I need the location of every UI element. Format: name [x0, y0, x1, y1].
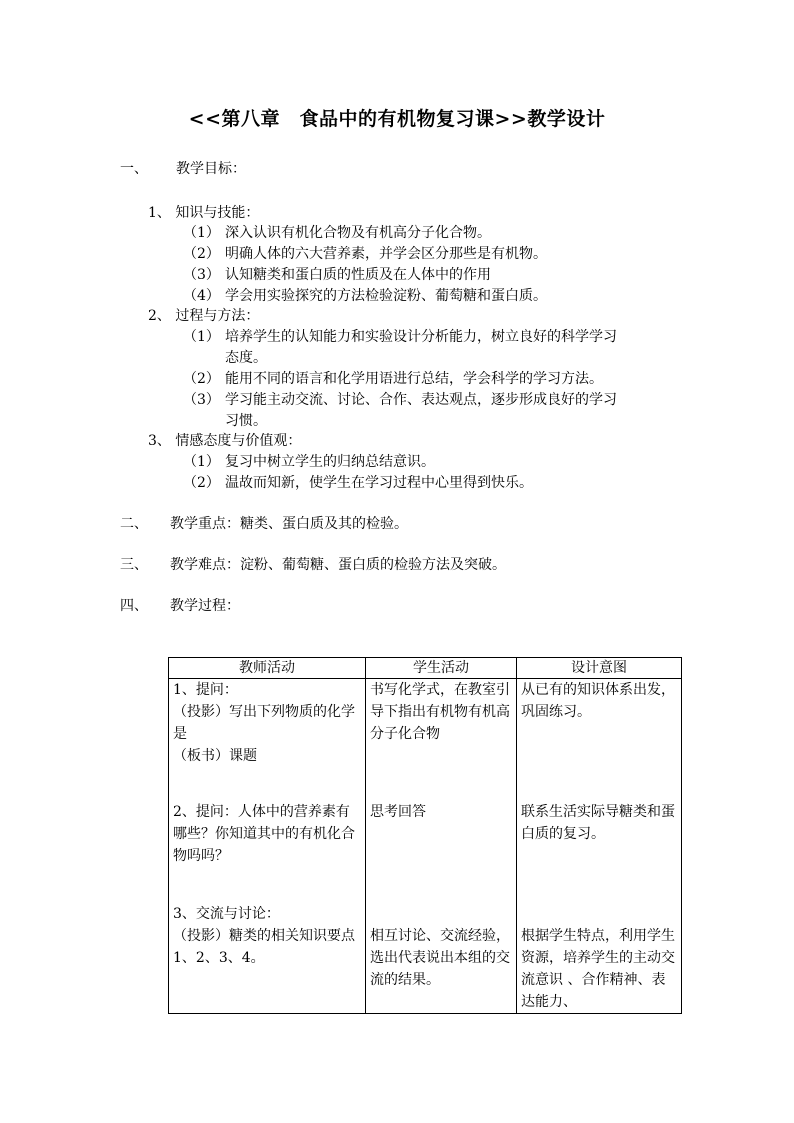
teacher-group-3 [173, 903, 361, 969]
objective-item: （2） 明确人体的六大营养素，并学会区分那些是有机物。 [183, 246, 547, 262]
intent-text: 联系生活实际导糖类和蛋白质的复习。 [521, 804, 675, 842]
objective-knowledge-heading: 1、 知识与技能： [148, 205, 260, 221]
student-group-1 [370, 679, 512, 801]
teacher-group-2 [173, 801, 361, 903]
intent-text: 根据学生特点，利用学生资源，培养学生的主动交流意识 、合作精神、表达能力、 [521, 928, 675, 1010]
table-header-row [169, 658, 682, 679]
section-1-number: 一、 [120, 161, 148, 177]
intent-group-3 [521, 925, 677, 1013]
student-activity-cell [366, 679, 517, 1014]
intent-group-1 [521, 679, 677, 801]
intent-text: 从已有的知识体系出发，巩固练习。 [521, 682, 675, 720]
document-title: <<第八章 食品中的有机物复习课>>教学设计 [188, 108, 606, 130]
section-4-number: 四、 [120, 598, 148, 614]
section-3-number: 三、 [120, 557, 148, 573]
intent-group-2 [521, 801, 677, 925]
section-3-label: 教学难点：淀粉、葡萄糖、蛋白质的检验方法及突破。 [170, 557, 506, 573]
table-row [169, 679, 682, 1014]
teacher-line: （投影）写出下列物质的化学是 [173, 704, 355, 742]
objective-process-heading: 2、 过程与方法： [148, 308, 260, 324]
objective-item: （2） 能用不同的语言和化学用语进行总结，学会科学的学习方法。 [183, 371, 603, 387]
objective-item: （3） 学习能主动交流、讨论、合作、表达观点，逐步形成良好的学习 [183, 392, 617, 408]
teacher-line: 1、提问： [173, 682, 238, 698]
student-text: 思考回答 [370, 804, 426, 820]
objective-item: （4） 学会用实验探究的方法检验淀粉、葡萄糖和蛋白质。 [183, 288, 547, 304]
objective-item: （1） 培养学生的认知能力和实验设计分析能力，树立良好的科学学习 [183, 329, 617, 345]
objective-item-continuation: 习惯。 [225, 413, 267, 429]
objective-item: （2） 温故而知新，使学生在学习过程中心里得到快乐。 [183, 475, 533, 491]
section-2-number: 二、 [120, 516, 148, 532]
student-group-3 [370, 925, 512, 991]
teacher-line: （投影）糖类的相关知识要点 1、2、3、4。 [173, 928, 355, 966]
teacher-line: 2、提问：人体中的营养素有哪些？你知道其中的有机化合物吗吗？ [173, 804, 355, 864]
teacher-line: （板书）课题 [173, 748, 257, 764]
objective-item: （1） 深入认识有机化合物及有机高分子化合物。 [183, 225, 491, 241]
objective-item: （3） 认知糖类和蛋白质的性质及在人体中的作用 [183, 267, 491, 283]
column-header-student: 学生活动 [366, 658, 517, 679]
student-text: 相互讨论、交流经验，选出代表说出本组的交流的结果。 [370, 928, 510, 988]
objective-item: （1） 复习中树立学生的归纳总结意识。 [183, 454, 435, 470]
student-text: 书写化学式，在教室引导下指出有机物有机高分子化合物 [370, 682, 510, 742]
design-intent-cell [517, 679, 682, 1014]
section-2-label: 教学重点：糖类、蛋白质及其的检验。 [170, 516, 408, 532]
section-1-label: 教学目标： [176, 161, 246, 177]
teacher-activity-cell [169, 679, 366, 1014]
column-header-intent: 设计意图 [517, 658, 682, 679]
teacher-group-1 [173, 679, 361, 801]
teaching-process-table [168, 657, 682, 1014]
teacher-line: 3、交流与讨论： [173, 906, 280, 922]
column-header-teacher: 教师活动 [169, 658, 366, 679]
section-4-label: 教学过程： [170, 598, 240, 614]
objective-emotion-heading: 3、 情感态度与价值观： [148, 433, 302, 449]
objective-item-continuation: 态度。 [225, 350, 267, 366]
student-group-2 [370, 801, 512, 925]
